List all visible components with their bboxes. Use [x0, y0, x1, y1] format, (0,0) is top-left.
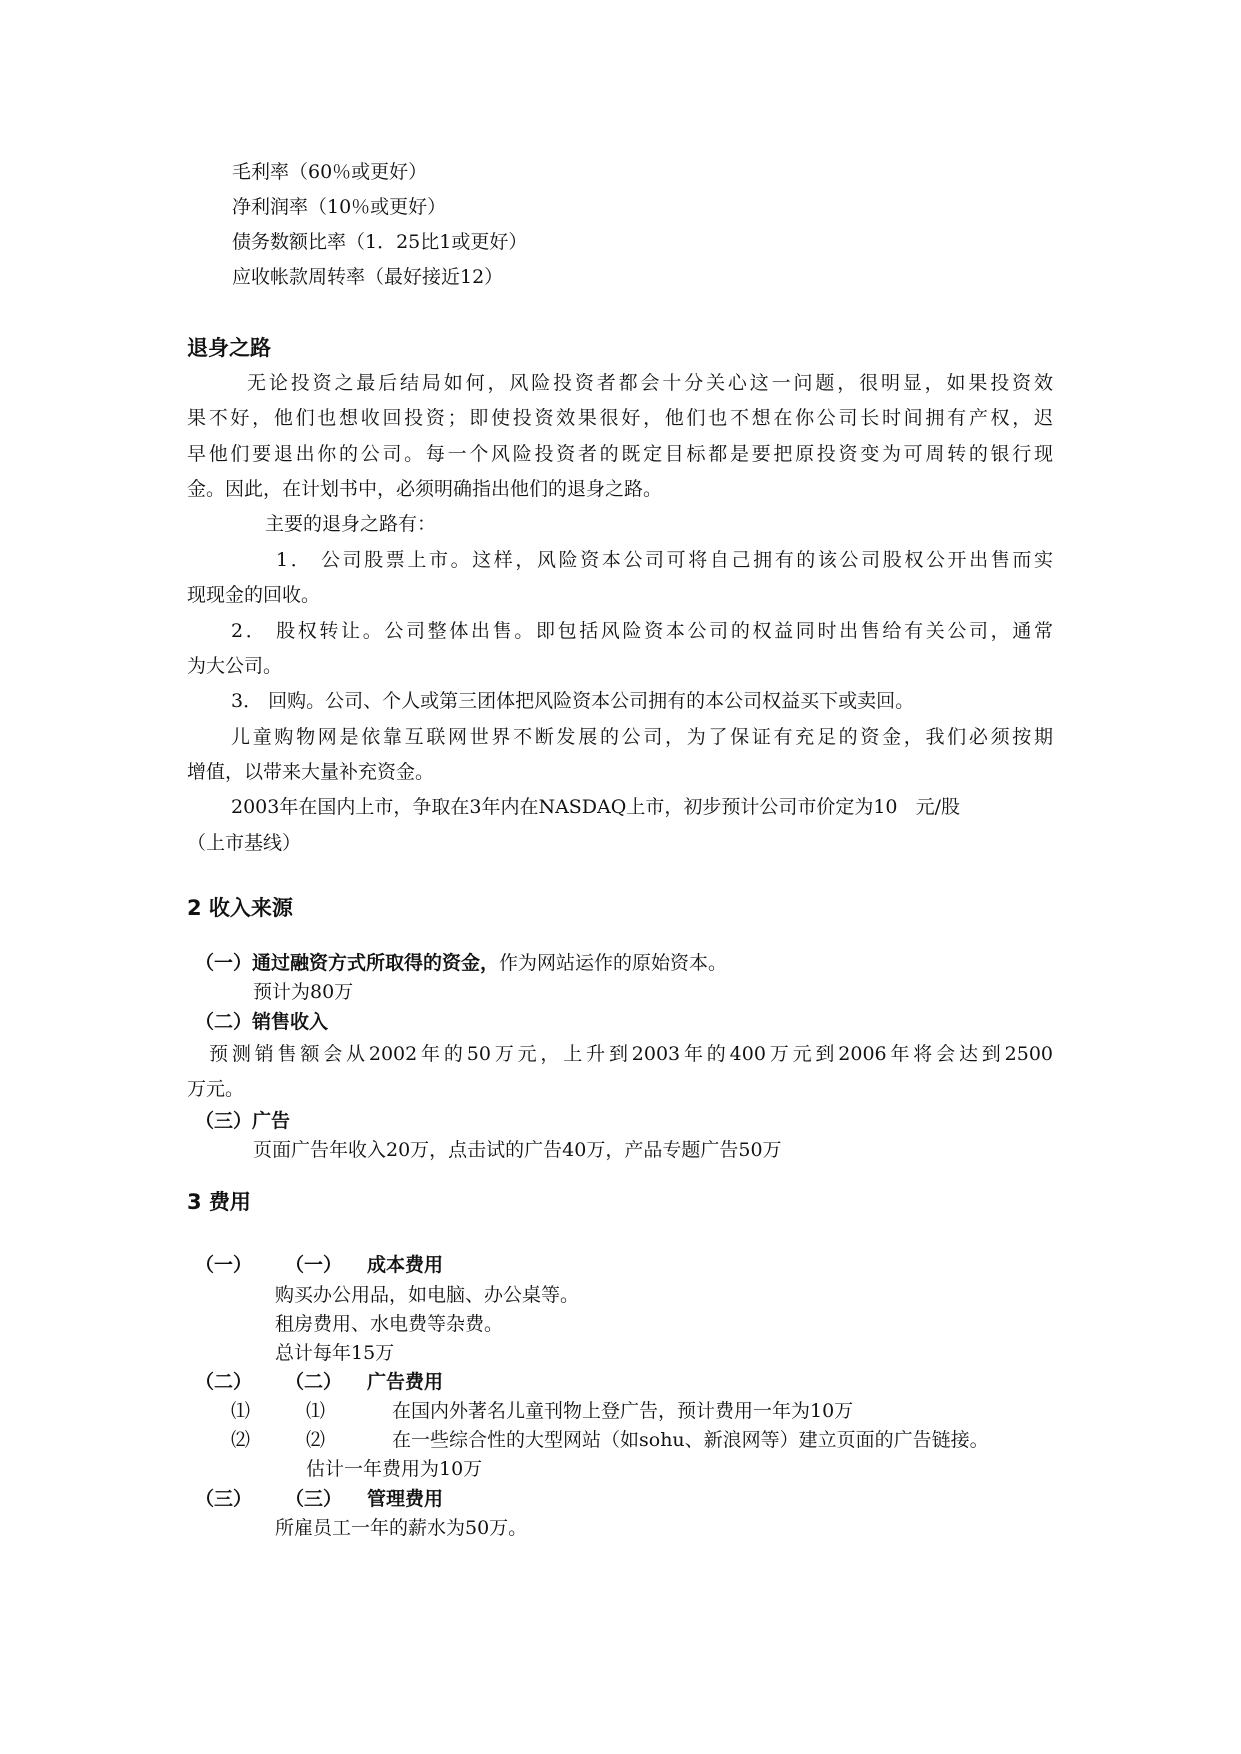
ratio-receivables: 应收帐款周转率（最好接近12）: [232, 266, 504, 288]
costs-s2-i1-a: ⑴: [231, 1400, 251, 1422]
income-s1-detail: 预计为80万: [253, 981, 354, 1003]
income-s2-label: （二）销售收入: [195, 1011, 329, 1033]
costs-s2-title: 广告费用: [367, 1371, 444, 1393]
costs-s1-line3: 总计每年15万: [275, 1342, 395, 1364]
costs-s1-num1: （一）: [195, 1254, 253, 1276]
costs-s2-i2-cont: 估计一年费用为10万: [306, 1458, 483, 1480]
costs-s2-num2: （二）: [285, 1371, 343, 1393]
income-s1-label: （一）通过融资方式所取得的资金，: [195, 952, 500, 974]
costs-heading: 3 费用: [187, 1190, 251, 1214]
exit-item1-line2: 现现金的回收。: [187, 584, 321, 606]
exit-para1-line3: 早他们要退出你的公司。每一个风险投资者的既定目标都是要把原投资变为可周转的银行现: [187, 443, 1053, 465]
exit-item1-line1: 1． 公司股票上市。这样，风险资本公司可将自己拥有的该公司股权公开出售而实: [276, 549, 1053, 571]
costs-s1-title: 成本费用: [367, 1254, 444, 1276]
costs-s2-num1: （二）: [195, 1371, 253, 1393]
income-s2-line2: 万元。: [187, 1078, 245, 1100]
costs-s2-i1-b: ⑴: [306, 1400, 326, 1422]
costs-s3-title: 管理费用: [367, 1488, 444, 1510]
exit-item3: 3． 回购。公司、个人或第三团体把风险资本公司拥有的本公司权益买下或卖回。: [231, 690, 915, 712]
income-s3-detail: 页面广告年收入20万，点击试的广告40万，产品专题广告50万: [253, 1139, 782, 1161]
costs-s1-line2: 租房费用、水电费等杂费。: [275, 1313, 504, 1335]
costs-s3-num2: （三）: [285, 1488, 343, 1510]
exit-para2-line2: 增值，以带来大量补充资金。: [187, 761, 435, 783]
exit-item2-line1: 2． 股权转让。公司整体出售。即包括风险资本公司的权益同时出售给有关公司，通常: [231, 620, 1053, 642]
costs-s2-i2-text: 在一些综合性的大型网站（如sohu、新浪网等）建立页面的广告链接。: [392, 1429, 989, 1451]
exit-para2-line1: 儿童购物网是依靠互联网世界不断发展的公司，为了保证有充足的资金，我们必须按期: [231, 726, 1053, 748]
costs-s3-line1: 所雇员工一年的薪水为50万。: [275, 1517, 528, 1539]
ratio-net-margin: 净利润率（10％或更好）: [232, 196, 447, 218]
income-s1: [195, 949, 727, 977]
costs-s1-line1: 购买办公用品，如电脑、办公桌等。: [275, 1284, 580, 1306]
ratio-debt: 债务数额比率（1．25比1或更好）: [232, 231, 528, 253]
costs-s2-i2-b: ⑵: [306, 1429, 326, 1451]
exit-para1-line4: 金。因此，在计划书中，必须明确指出他们的退身之路。: [187, 478, 663, 500]
exit-item2-line2: 为大公司。: [187, 655, 283, 677]
exit-intro: 主要的退身之路有：: [265, 513, 437, 535]
income-s3-label: （三）广告: [195, 1110, 291, 1132]
exit-para3-line1: 2003年在国内上市，争取在3年内在NASDAQ上市，初步预计公司市价定为10 元/股: [231, 796, 961, 818]
exit-para1-line2: 果不好，他们也想收回投资；即使投资效果很好，他们也不想在你公司长时间拥有产权，迟: [187, 407, 1053, 429]
income-heading: 2 收入来源: [187, 896, 293, 920]
exit-para3-line2: （上市基线）: [187, 832, 302, 854]
income-s1-rest: 作为网站运作的原始资本。: [499, 952, 728, 974]
costs-s1-num2: （一）: [285, 1254, 343, 1276]
ratio-gross-margin: 毛利率（60％或更好）: [232, 161, 428, 183]
costs-s3-num1: （三）: [195, 1488, 253, 1510]
exit-heading: 退身之路: [187, 336, 271, 360]
costs-s2-i2-a: ⑵: [231, 1429, 251, 1451]
costs-s2-i1-text: 在国内外著名儿童刊物上登广告，预计费用一年为10万: [392, 1400, 854, 1422]
exit-para1-line1: 无论投资之最后结局如何，风险投资者都会十分关心这一问题，很明显，如果投资效: [247, 372, 1053, 394]
income-s2-line1: 预测销售额会从2002年的50万元，上升到2003年的400万元到2006年将会达到2500: [209, 1043, 1053, 1065]
